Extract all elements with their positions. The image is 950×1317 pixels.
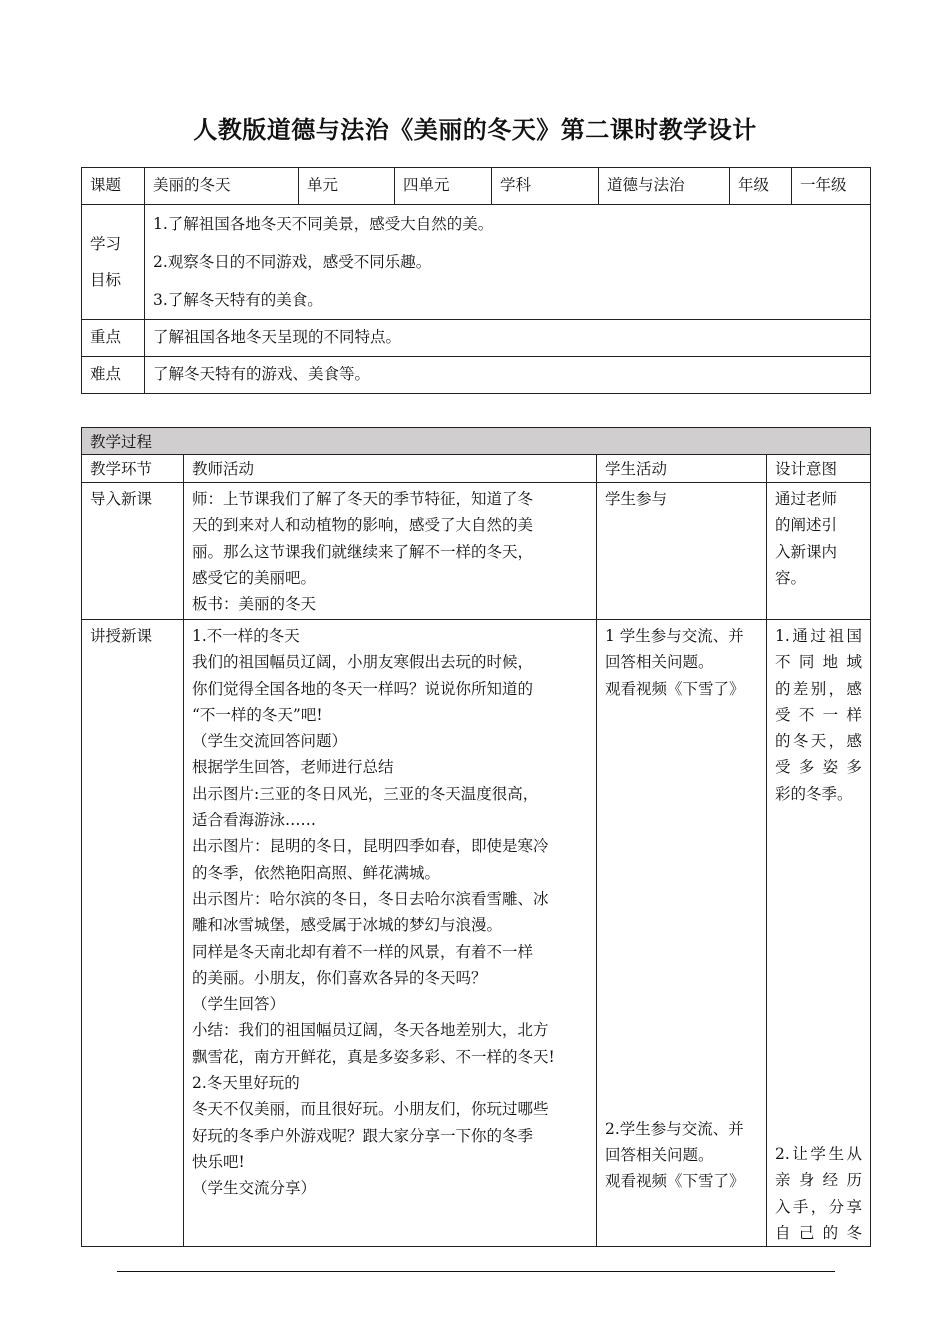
teacher-line: 的冬季，依然艳阳高照、鲜花满城。 bbox=[192, 863, 441, 882]
design-intent-intro bbox=[767, 483, 871, 620]
intent-line: 亲身经历 bbox=[775, 1171, 863, 1190]
topic-label: 课题 bbox=[82, 168, 145, 205]
teacher-line: 1.不一样的冬天 bbox=[192, 627, 300, 645]
teacher-line: 师：上节课我们了解了冬天的季节特征，知道了冬 bbox=[192, 490, 534, 508]
teacher-line: 快乐吧! bbox=[192, 1152, 245, 1171]
teacher-line: （学生交流分享） bbox=[192, 1179, 317, 1198]
intent-line: 不同地域 bbox=[775, 653, 863, 672]
intent-line: 入新课内 bbox=[775, 542, 838, 561]
intent-line: 自己的冬 bbox=[775, 1223, 863, 1242]
student-line: 观看视频《下雪了》 bbox=[605, 679, 745, 698]
subject-label: 学科 bbox=[492, 168, 599, 205]
intent-line: 的冬天，感 bbox=[775, 732, 863, 751]
spacer bbox=[775, 807, 862, 1141]
teacher-line: 你们觉得全国各地的冬天一样吗？说说你所知道的 bbox=[192, 679, 534, 698]
column-header-intent: 设计意图 bbox=[767, 455, 871, 483]
student-activity-teach bbox=[597, 620, 767, 1247]
student-line: 2.学生参与交流、并 bbox=[605, 1119, 744, 1138]
grade-label: 年级 bbox=[730, 168, 792, 205]
teacher-line: 适合看海游泳…… bbox=[192, 811, 317, 830]
student-line: 回答相关问题。 bbox=[605, 653, 714, 672]
teaching-process-table bbox=[81, 427, 871, 1247]
teacher-line: 出示图片：昆明的冬日，昆明四季如春，即使是寒冷 bbox=[192, 837, 549, 856]
teacher-activity-teach bbox=[184, 620, 597, 1247]
stage-teach: 讲授新课 bbox=[82, 620, 184, 1247]
teacher-activity-intro bbox=[184, 483, 597, 620]
teacher-line: 2.冬天里好玩的 bbox=[192, 1074, 300, 1093]
intent-line: 的阐述引 bbox=[775, 516, 838, 535]
teacher-line: （学生回答） bbox=[192, 995, 286, 1014]
goal-item: 1.了解祖国各地冬天不同美景，感受大自然的美。 bbox=[153, 215, 494, 233]
teacher-line: 的美丽。小朋友，你们喜欢各异的冬天吗？ bbox=[192, 968, 487, 987]
difficulty-value: 了解冬天特有的游戏、美食等。 bbox=[145, 357, 871, 394]
goals-cell bbox=[145, 205, 871, 320]
goals-label-line: 目标 bbox=[90, 271, 122, 289]
teacher-line: 出示图片:三亚的冬日风光，三亚的冬天温度很高， bbox=[192, 784, 539, 803]
student-line: 回答相关问题。 bbox=[605, 1146, 714, 1165]
teacher-line: 飘雪花，南方开鲜花，真是多姿多彩、不一样的冬天! bbox=[192, 1047, 555, 1066]
student-line: 1 学生参与交流、并 bbox=[605, 627, 744, 645]
difficulty-label: 难点 bbox=[82, 357, 145, 394]
stage-intro: 导入新课 bbox=[82, 483, 184, 620]
teacher-line: 小结：我们的祖国幅员辽阔，冬天各地差别大，北方 bbox=[192, 1021, 549, 1040]
intent-line: 的差别，感 bbox=[775, 679, 863, 698]
document-title: 人教版道德与法治《美丽的冬天》第二课时教学设计 bbox=[193, 116, 757, 144]
goals-label bbox=[82, 205, 145, 320]
student-activity-intro: 学生参与 bbox=[597, 483, 767, 620]
intent-line: 2.让学生从 bbox=[775, 1145, 863, 1164]
intent-line: 受多姿多 bbox=[775, 758, 863, 777]
lesson-info-table bbox=[81, 167, 871, 394]
column-header-student: 学生活动 bbox=[597, 455, 767, 483]
teacher-line: 根据学生回答，老师进行总结 bbox=[192, 758, 394, 777]
column-header-stage: 教学环节 bbox=[82, 455, 184, 483]
teacher-line: 丽。那么这节课我们就继续来了解不一样的冬天， bbox=[192, 542, 534, 561]
intent-line: 通过老师 bbox=[775, 490, 838, 508]
unit-label: 单元 bbox=[299, 168, 395, 205]
intent-line: 1.通过祖国 bbox=[775, 627, 863, 645]
goal-item: 3.了解冬天特有的美食。 bbox=[153, 291, 323, 309]
goal-item: 2.观察冬日的不同游戏，感受不同乐趣。 bbox=[153, 253, 432, 271]
teacher-line: 同样是冬天南北却有着不一样的风景，有着不一样 bbox=[192, 942, 534, 961]
student-line: 观看视频《下雪了》 bbox=[605, 1172, 745, 1191]
spacer bbox=[605, 702, 758, 1116]
teacher-line: 好玩的冬季户外游戏呢？跟大家分享一下你的冬季 bbox=[192, 1126, 534, 1145]
teacher-line: 出示图片：哈尔滨的冬日，冬日去哈尔滨看雪雕、冰 bbox=[192, 889, 549, 908]
topic-value: 美丽的冬天 bbox=[145, 168, 299, 205]
teacher-line: 板书：美丽的冬天 bbox=[192, 595, 317, 614]
key-point-label: 重点 bbox=[82, 320, 145, 357]
teacher-line: 天的到来对人和动植物的影响，感受了大自然的美 bbox=[192, 516, 534, 535]
column-header-teacher: 教师活动 bbox=[184, 455, 597, 483]
unit-value: 四单元 bbox=[395, 168, 492, 205]
process-header: 教学过程 bbox=[82, 428, 871, 455]
teacher-line: 冬天不仅美丽，而且很好玩。小朋友们，你玩过哪些 bbox=[192, 1100, 549, 1119]
intent-line: 入手，分享 bbox=[775, 1197, 863, 1216]
goals-label-line: 学习 bbox=[90, 235, 122, 253]
intent-line: 容。 bbox=[775, 568, 807, 587]
teacher-line: 感受它的美丽吧。 bbox=[192, 568, 317, 587]
intent-line: 彩的冬季。 bbox=[775, 784, 853, 803]
teacher-line: 我们的祖国幅员辽阔，小朋友寒假出去玩的时候， bbox=[192, 653, 534, 672]
intent-line: 受不一样 bbox=[775, 705, 863, 724]
subject-value: 道德与法治 bbox=[599, 168, 730, 205]
key-point-value: 了解祖国各地冬天呈现的不同特点。 bbox=[145, 320, 871, 357]
footer-divider bbox=[117, 1271, 835, 1272]
teacher-line: “不一样的冬天”吧! bbox=[192, 705, 323, 724]
grade-value: 一年级 bbox=[792, 168, 871, 205]
design-intent-teach bbox=[767, 620, 871, 1247]
teacher-line: 雕和冰雪城堡，感受属于冰城的梦幻与浪漫。 bbox=[192, 916, 503, 935]
teacher-line: （学生交流回答问题） bbox=[192, 732, 348, 751]
